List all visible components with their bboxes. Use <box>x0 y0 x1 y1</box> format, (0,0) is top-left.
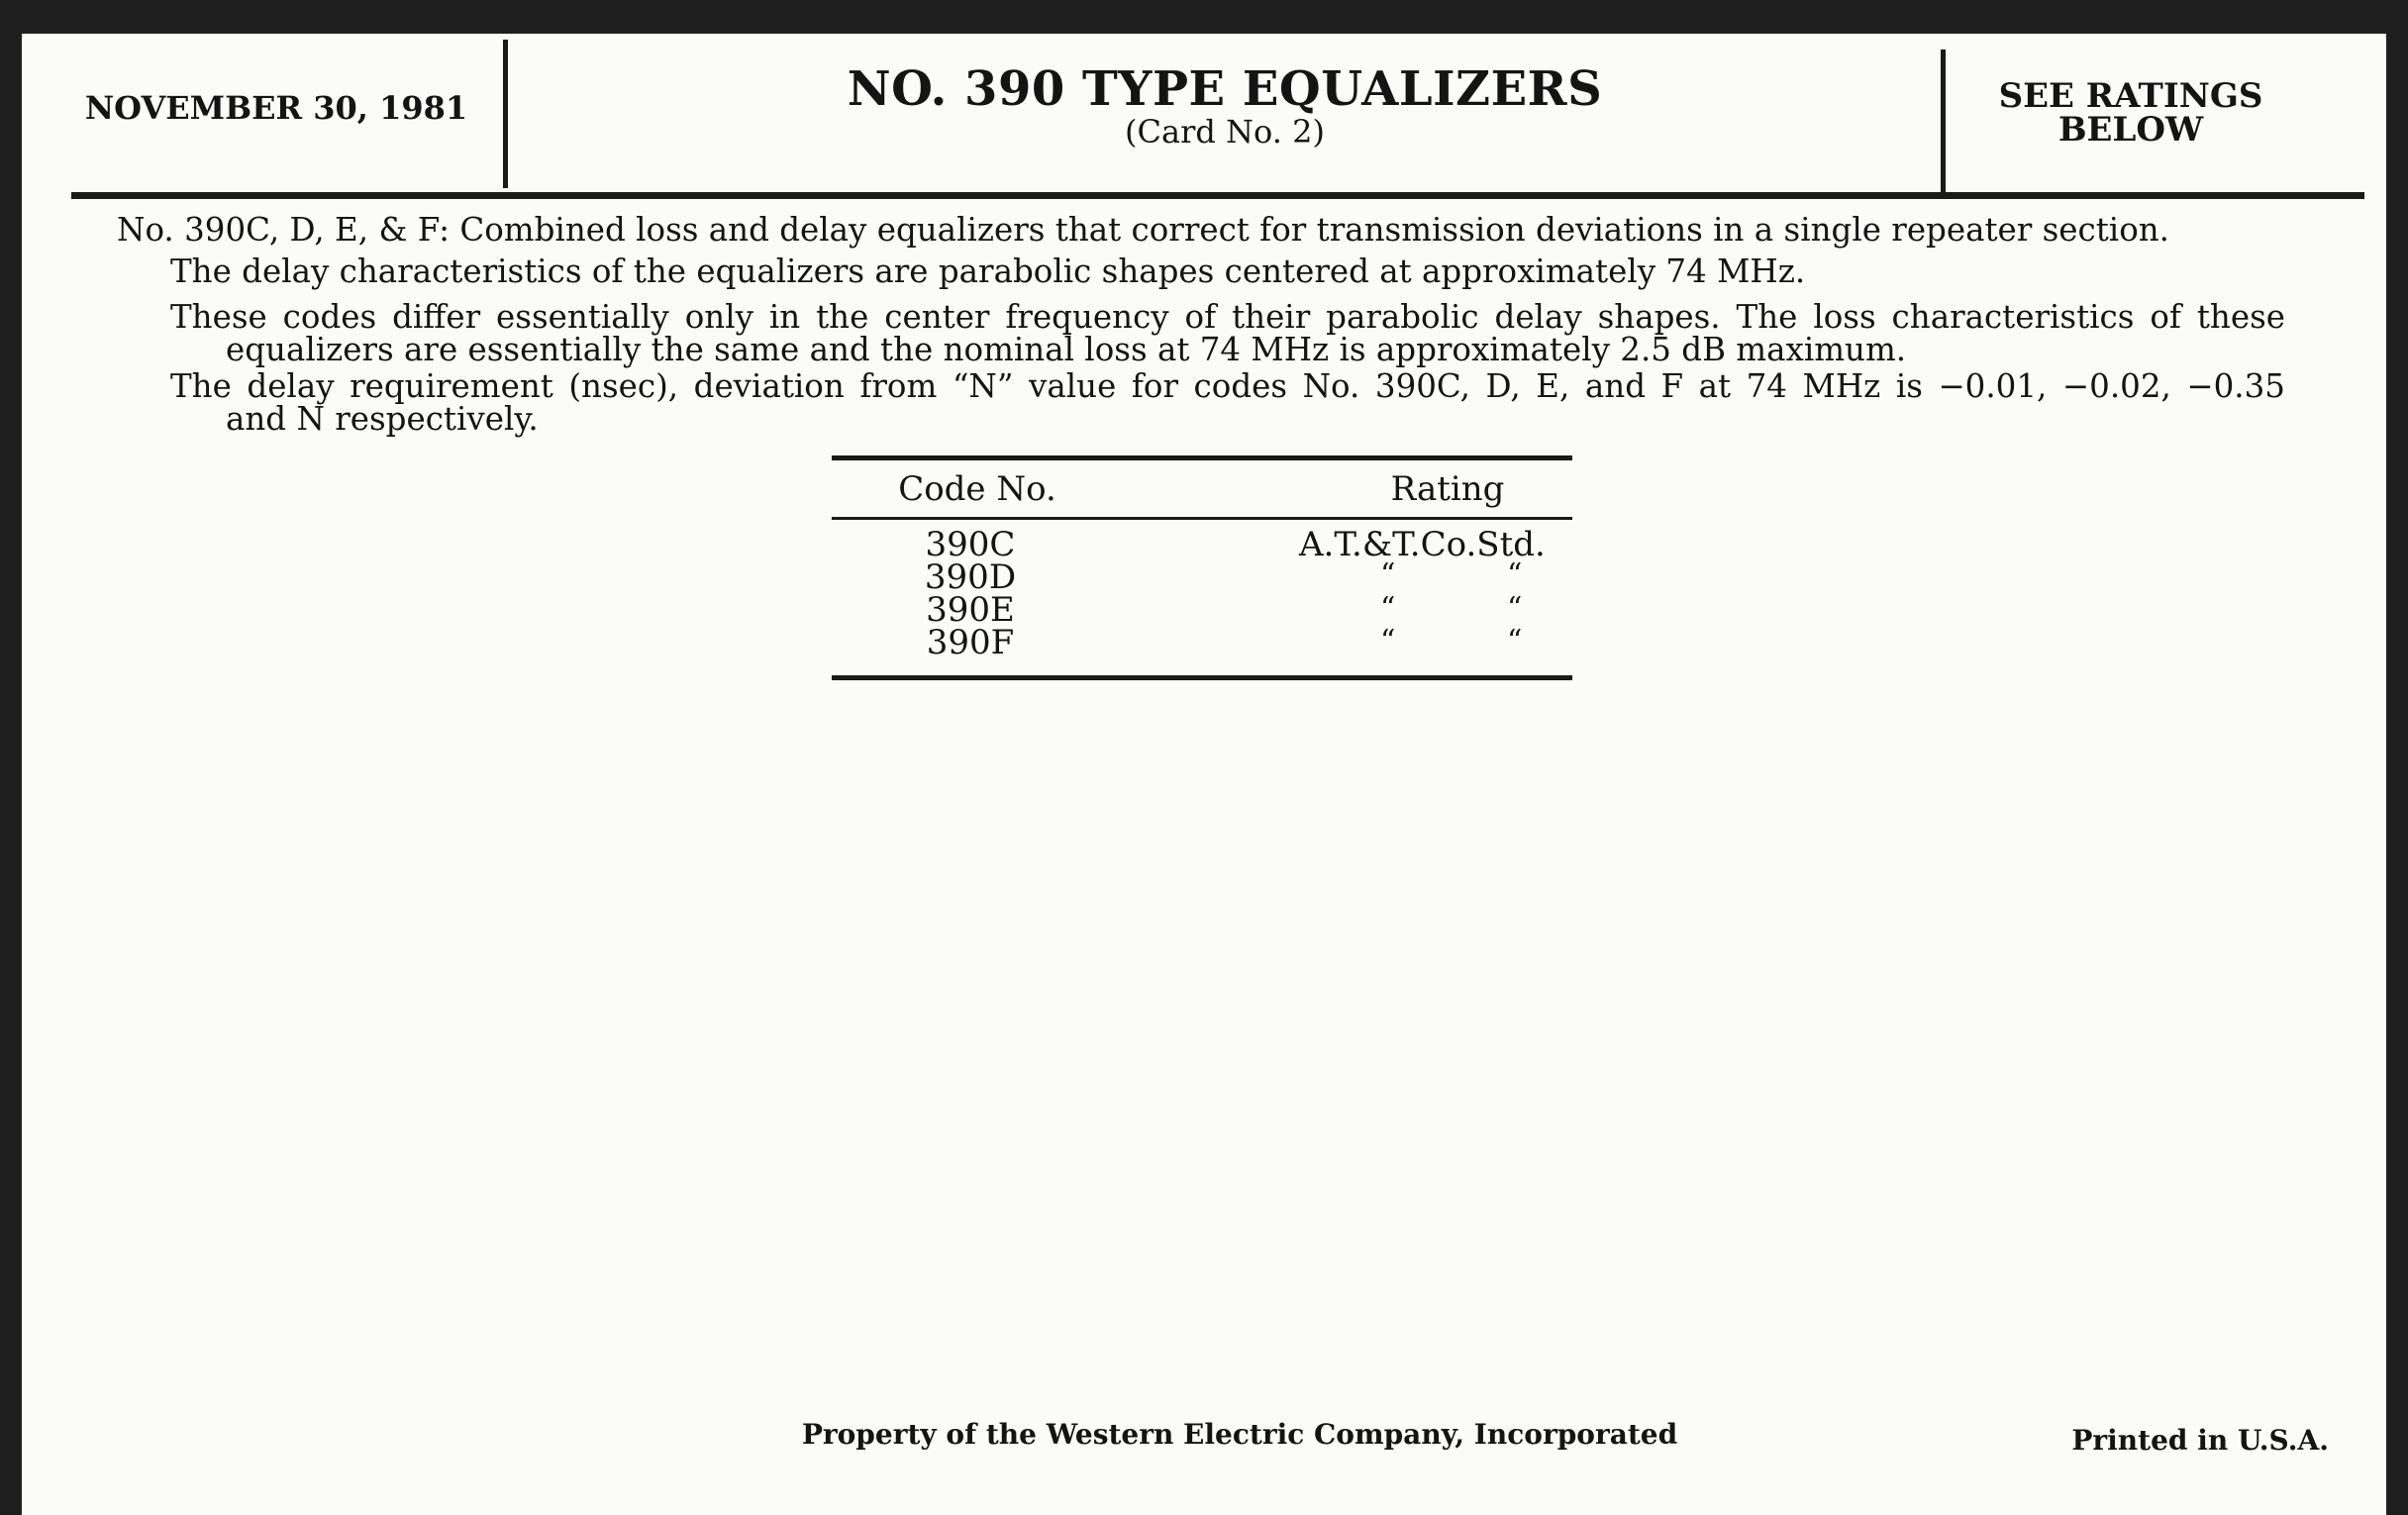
table-row-ditto: “ <box>1507 624 1523 658</box>
table-header-rule <box>832 517 1572 520</box>
table-row-code: 390F <box>926 623 1015 662</box>
ratings-note-line2: BELOW <box>2057 110 2204 150</box>
paragraph-delay-requirement-line2: and N respectively. <box>226 400 539 438</box>
table-top-rule <box>832 455 1572 460</box>
paragraph-codes-differ-line2: equalizers are essentially the same and the nominal loss at 74 MHz is approximately 2.5 dB maximum. <box>226 331 1907 368</box>
paragraph-delay-shape: The delay characteristics of the equalizers are parabolic shapes centered at approximately 74 MHz. <box>170 252 1806 290</box>
table-header-code: Code No. <box>898 469 1056 509</box>
paragraph-codes-differ-line1: These codes differ essentially only in the center frequency of their parabolic delay shapes. The loss characteristics of these <box>170 298 2285 336</box>
table-row-code: 390C <box>925 525 1016 564</box>
table-row-code: 390E <box>926 590 1015 630</box>
card-date: NOVEMBER 30, 1981 <box>84 89 468 127</box>
paragraph-delay-requirement <box>170 367 2285 438</box>
ratings-note <box>1953 76 2309 150</box>
table-row-ditto: “ <box>1380 591 1396 626</box>
header-rule <box>71 192 2364 199</box>
card-subtitle: (Card No. 2) <box>1125 113 1325 151</box>
record-card <box>22 34 2386 1515</box>
table-row-rating: A.T.&T.Co.Std. <box>1299 525 1546 564</box>
header-divider-right <box>1941 50 1946 192</box>
footer-printed: Printed in U.S.A. <box>2071 1424 2329 1457</box>
table-row-code: 390D <box>924 557 1017 597</box>
paragraph-intro: No. 390C, D, E, & F: Combined loss and delay equalizers that correct for transmission deviations in a single repeater section. <box>117 211 2170 249</box>
paragraph-delay-requirement-line1: The delay requirement (nsec), deviation from “N” value for codes No. 390C, D, E, and F at 74 MHz is −0.01, −0.02, −0.35 <box>170 367 2285 405</box>
table-row-ditto: “ <box>1507 557 1523 592</box>
table-row-ditto: “ <box>1380 557 1396 592</box>
card-title: NO. 390 TYPE EQUALIZERS <box>847 61 1603 117</box>
footer-property: Property of the Western Electric Company, Incorporated <box>801 1418 1678 1451</box>
paragraph-codes-differ <box>170 298 2285 368</box>
table-row-ditto: “ <box>1507 591 1523 626</box>
ratings-note-line1: SEE RATINGS <box>1998 76 2263 116</box>
table-row-ditto: “ <box>1380 624 1396 658</box>
table-bottom-rule <box>832 675 1572 680</box>
table-header-rating: Rating <box>1390 469 1505 509</box>
